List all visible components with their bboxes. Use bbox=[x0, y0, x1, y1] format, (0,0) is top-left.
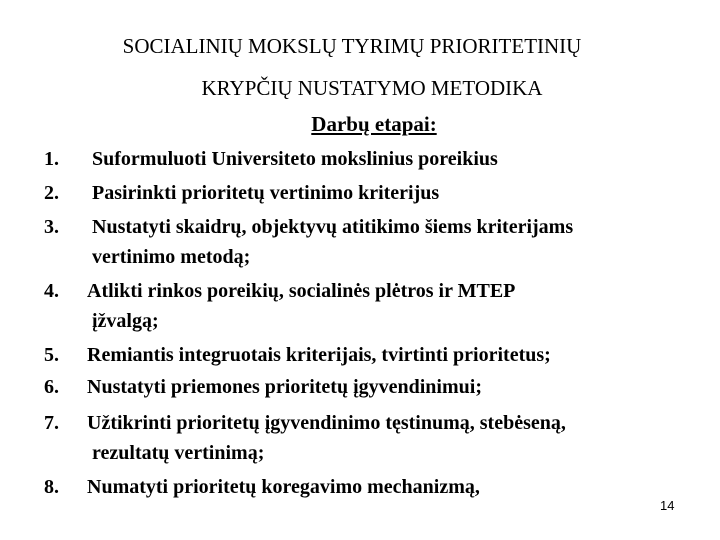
step-text-4-continued: įžvalgą; bbox=[92, 310, 159, 332]
step-number-3: 3. bbox=[44, 216, 59, 238]
title-line-1: SOCIALINIŲ MOKSLŲ TYRIMŲ PRIORITETINIŲ bbox=[122, 34, 582, 58]
step-number-7: 7. bbox=[44, 412, 59, 434]
step-number-4: 4. bbox=[44, 280, 59, 302]
step-text-7: Užtikrinti prioritetų įgyvendinimo tęstinumą, stebėseną, bbox=[87, 412, 566, 434]
step-text-6: Nustatyti priemones prioritetų įgyvendinimui; bbox=[87, 376, 482, 398]
title-line-2: KRYPČIŲ NUSTATYMO METODIKA bbox=[201, 76, 543, 100]
step-text-5: Remiantis integruotais kriterijais, tvirtinti prioritetus; bbox=[87, 344, 551, 366]
steps-heading bbox=[0, 112, 720, 137]
page-number: 14 bbox=[660, 498, 675, 513]
step-number-2: 2. bbox=[44, 182, 59, 204]
step-text-3: Nustatyti skaidrų, objektyvų atitikimo šiems kriterijams bbox=[92, 216, 574, 238]
step-number-8: 8. bbox=[44, 476, 59, 498]
step-text-1: Suformuluoti Universiteto mokslinius poreikius bbox=[92, 148, 498, 170]
step-text-2: Pasirinkti prioritetų vertinimo kriterijus bbox=[92, 182, 440, 204]
steps-heading-text: Darbų etapai: bbox=[311, 112, 437, 136]
step-text-3-continued: vertinimo metodą; bbox=[92, 246, 251, 268]
step-text-4: Atlikti rinkos poreikių, socialinės plėtros ir MTEP bbox=[87, 280, 516, 302]
step-number-5: 5. bbox=[44, 344, 59, 366]
step-number-1: 1. bbox=[44, 148, 59, 170]
step-text-8: Numatyti prioritetų koregavimo mechanizmą, bbox=[87, 476, 480, 498]
step-text-7-continued: rezultatų vertinimą; bbox=[92, 442, 265, 464]
step-number-6: 6. bbox=[44, 376, 59, 398]
